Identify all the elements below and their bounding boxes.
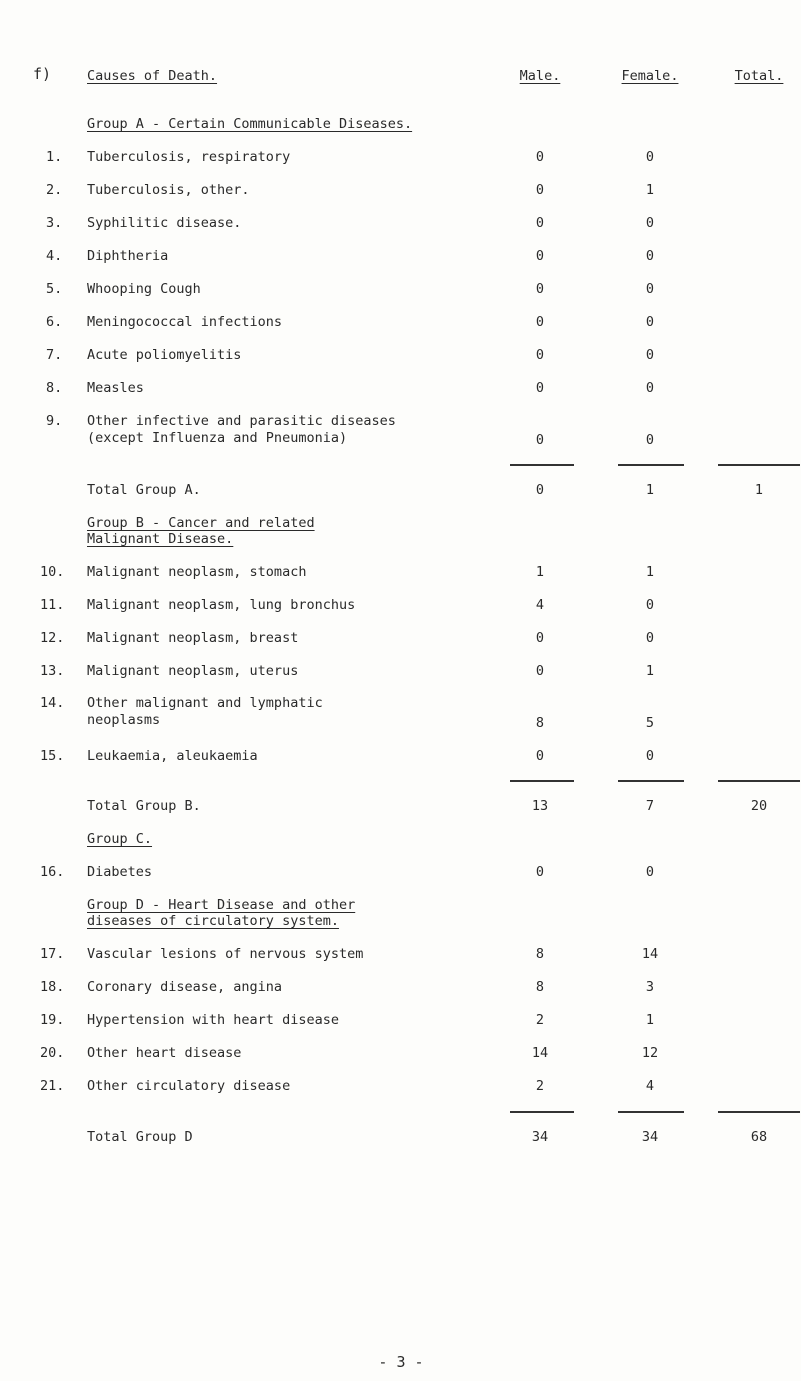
row-label: Malignant neoplasm, breast [87,630,299,646]
row-number: 4. [46,248,63,264]
male-value: 8 [535,715,545,731]
female-value: 14 [641,946,659,962]
female-value: 1 [645,564,655,580]
total-label: Total Group D [87,1129,193,1145]
row-number: 16. [40,864,65,880]
male-value: 0 [535,215,545,231]
row-number: 1. [46,149,63,165]
male-value: 0 [535,347,545,363]
female-value: 0 [645,281,655,297]
group-c-heading: Group C. [87,831,153,847]
column-header-male: Male. [519,68,561,84]
total-value: 68 [750,1129,768,1145]
male-value: 8 [535,946,545,962]
female-value: 4 [645,1078,655,1094]
sum-rule-male [510,464,574,466]
row-label: Other malignant and lymphatic [87,695,323,711]
female-value: 1 [645,182,655,198]
total-value: 1 [754,482,764,498]
total-female-value: 1 [645,482,655,498]
male-value: 4 [535,597,545,613]
row-number: 2. [46,182,63,198]
male-value: 0 [535,432,545,448]
total-male-value: 13 [531,798,549,814]
male-value: 0 [535,630,545,646]
female-value: 0 [645,864,655,880]
row-label: Malignant neoplasm, stomach [87,564,307,580]
group-a-heading: Group A - Certain Communicable Diseases. [87,116,413,132]
male-value: 1 [535,564,545,580]
row-number: 13. [40,663,65,679]
row-label-continued: neoplasms [87,712,161,728]
row-label: Meningococcal infections [87,314,283,330]
group-b-heading-continued: Malignant Disease. [87,531,234,547]
column-header-total: Total. [734,68,784,84]
male-value: 0 [535,314,545,330]
sum-rule-female [618,1111,684,1113]
male-value: 14 [531,1045,549,1061]
total-male-value: 34 [531,1129,549,1145]
total-female-value: 34 [641,1129,659,1145]
row-label: Measles [87,380,144,396]
row-number: 10. [40,564,65,580]
sum-rule-total [718,464,800,466]
female-value: 0 [645,149,655,165]
row-number: 7. [46,347,63,363]
column-header-female: Female. [621,68,679,84]
row-label: Leukaemia, aleukaemia [87,748,258,764]
group-b-heading: Group B - Cancer and related [87,515,315,531]
row-label: Tuberculosis, respiratory [87,149,291,165]
total-male-value: 0 [535,482,545,498]
page-number: - 3 - [378,1353,424,1371]
male-value: 2 [535,1012,545,1028]
row-label: Malignant neoplasm, uterus [87,663,299,679]
row-label: Other circulatory disease [87,1078,291,1094]
row-number: 9. [46,413,63,429]
female-value: 0 [645,347,655,363]
total-label: Total Group B. [87,798,201,814]
female-value: 0 [645,248,655,264]
female-value: 5 [645,715,655,731]
row-label: Acute poliomyelitis [87,347,242,363]
female-value: 0 [645,215,655,231]
section-letter: f) [33,65,52,83]
female-value: 0 [645,597,655,613]
male-value: 2 [535,1078,545,1094]
male-value: 0 [535,182,545,198]
female-value: 0 [645,748,655,764]
female-value: 1 [645,1012,655,1028]
row-number: 20. [40,1045,65,1061]
row-label: Whooping Cough [87,281,201,297]
group-d-heading-continued: diseases of circulatory system. [87,913,339,929]
row-number: 6. [46,314,63,330]
female-value: 12 [641,1045,659,1061]
row-label-continued: (except Influenza and Pneumonia) [87,430,348,446]
row-number: 18. [40,979,65,995]
row-label: Other infective and parasitic diseases [87,413,396,429]
row-number: 12. [40,630,65,646]
total-label: Total Group A. [87,482,201,498]
row-label: Other heart disease [87,1045,242,1061]
male-value: 0 [535,663,545,679]
row-number: 14. [40,695,65,711]
female-value: 1 [645,663,655,679]
row-number: 21. [40,1078,65,1094]
sum-rule-female [618,780,684,782]
total-female-value: 7 [645,798,655,814]
row-label: Syphilitic disease. [87,215,242,231]
row-number: 17. [40,946,65,962]
row-label: Coronary disease, angina [87,979,283,995]
page-title: Causes of Death. [87,68,218,84]
sum-rule-total [718,780,800,782]
sum-rule-female [618,464,684,466]
row-number: 3. [46,215,63,231]
male-value: 8 [535,979,545,995]
row-number: 5. [46,281,63,297]
male-value: 0 [535,281,545,297]
female-value: 0 [645,314,655,330]
male-value: 0 [535,149,545,165]
row-number: 8. [46,380,63,396]
sum-rule-total [718,1111,800,1113]
male-value: 0 [535,248,545,264]
female-value: 0 [645,432,655,448]
female-value: 0 [645,630,655,646]
sum-rule-male [510,780,574,782]
row-label: Hypertension with heart disease [87,1012,339,1028]
row-label: Tuberculosis, other. [87,182,250,198]
row-label: Diabetes [87,864,153,880]
male-value: 0 [535,380,545,396]
sum-rule-male [510,1111,574,1113]
row-number: 19. [40,1012,65,1028]
female-value: 3 [645,979,655,995]
row-label: Diphtheria [87,248,169,264]
group-d-heading: Group D - Heart Disease and other [87,897,356,913]
row-number: 15. [40,748,65,764]
male-value: 0 [535,748,545,764]
male-value: 0 [535,864,545,880]
row-label: Vascular lesions of nervous system [87,946,364,962]
row-label: Malignant neoplasm, lung bronchus [87,597,356,613]
female-value: 0 [645,380,655,396]
row-number: 11. [40,597,65,613]
total-value: 20 [750,798,768,814]
